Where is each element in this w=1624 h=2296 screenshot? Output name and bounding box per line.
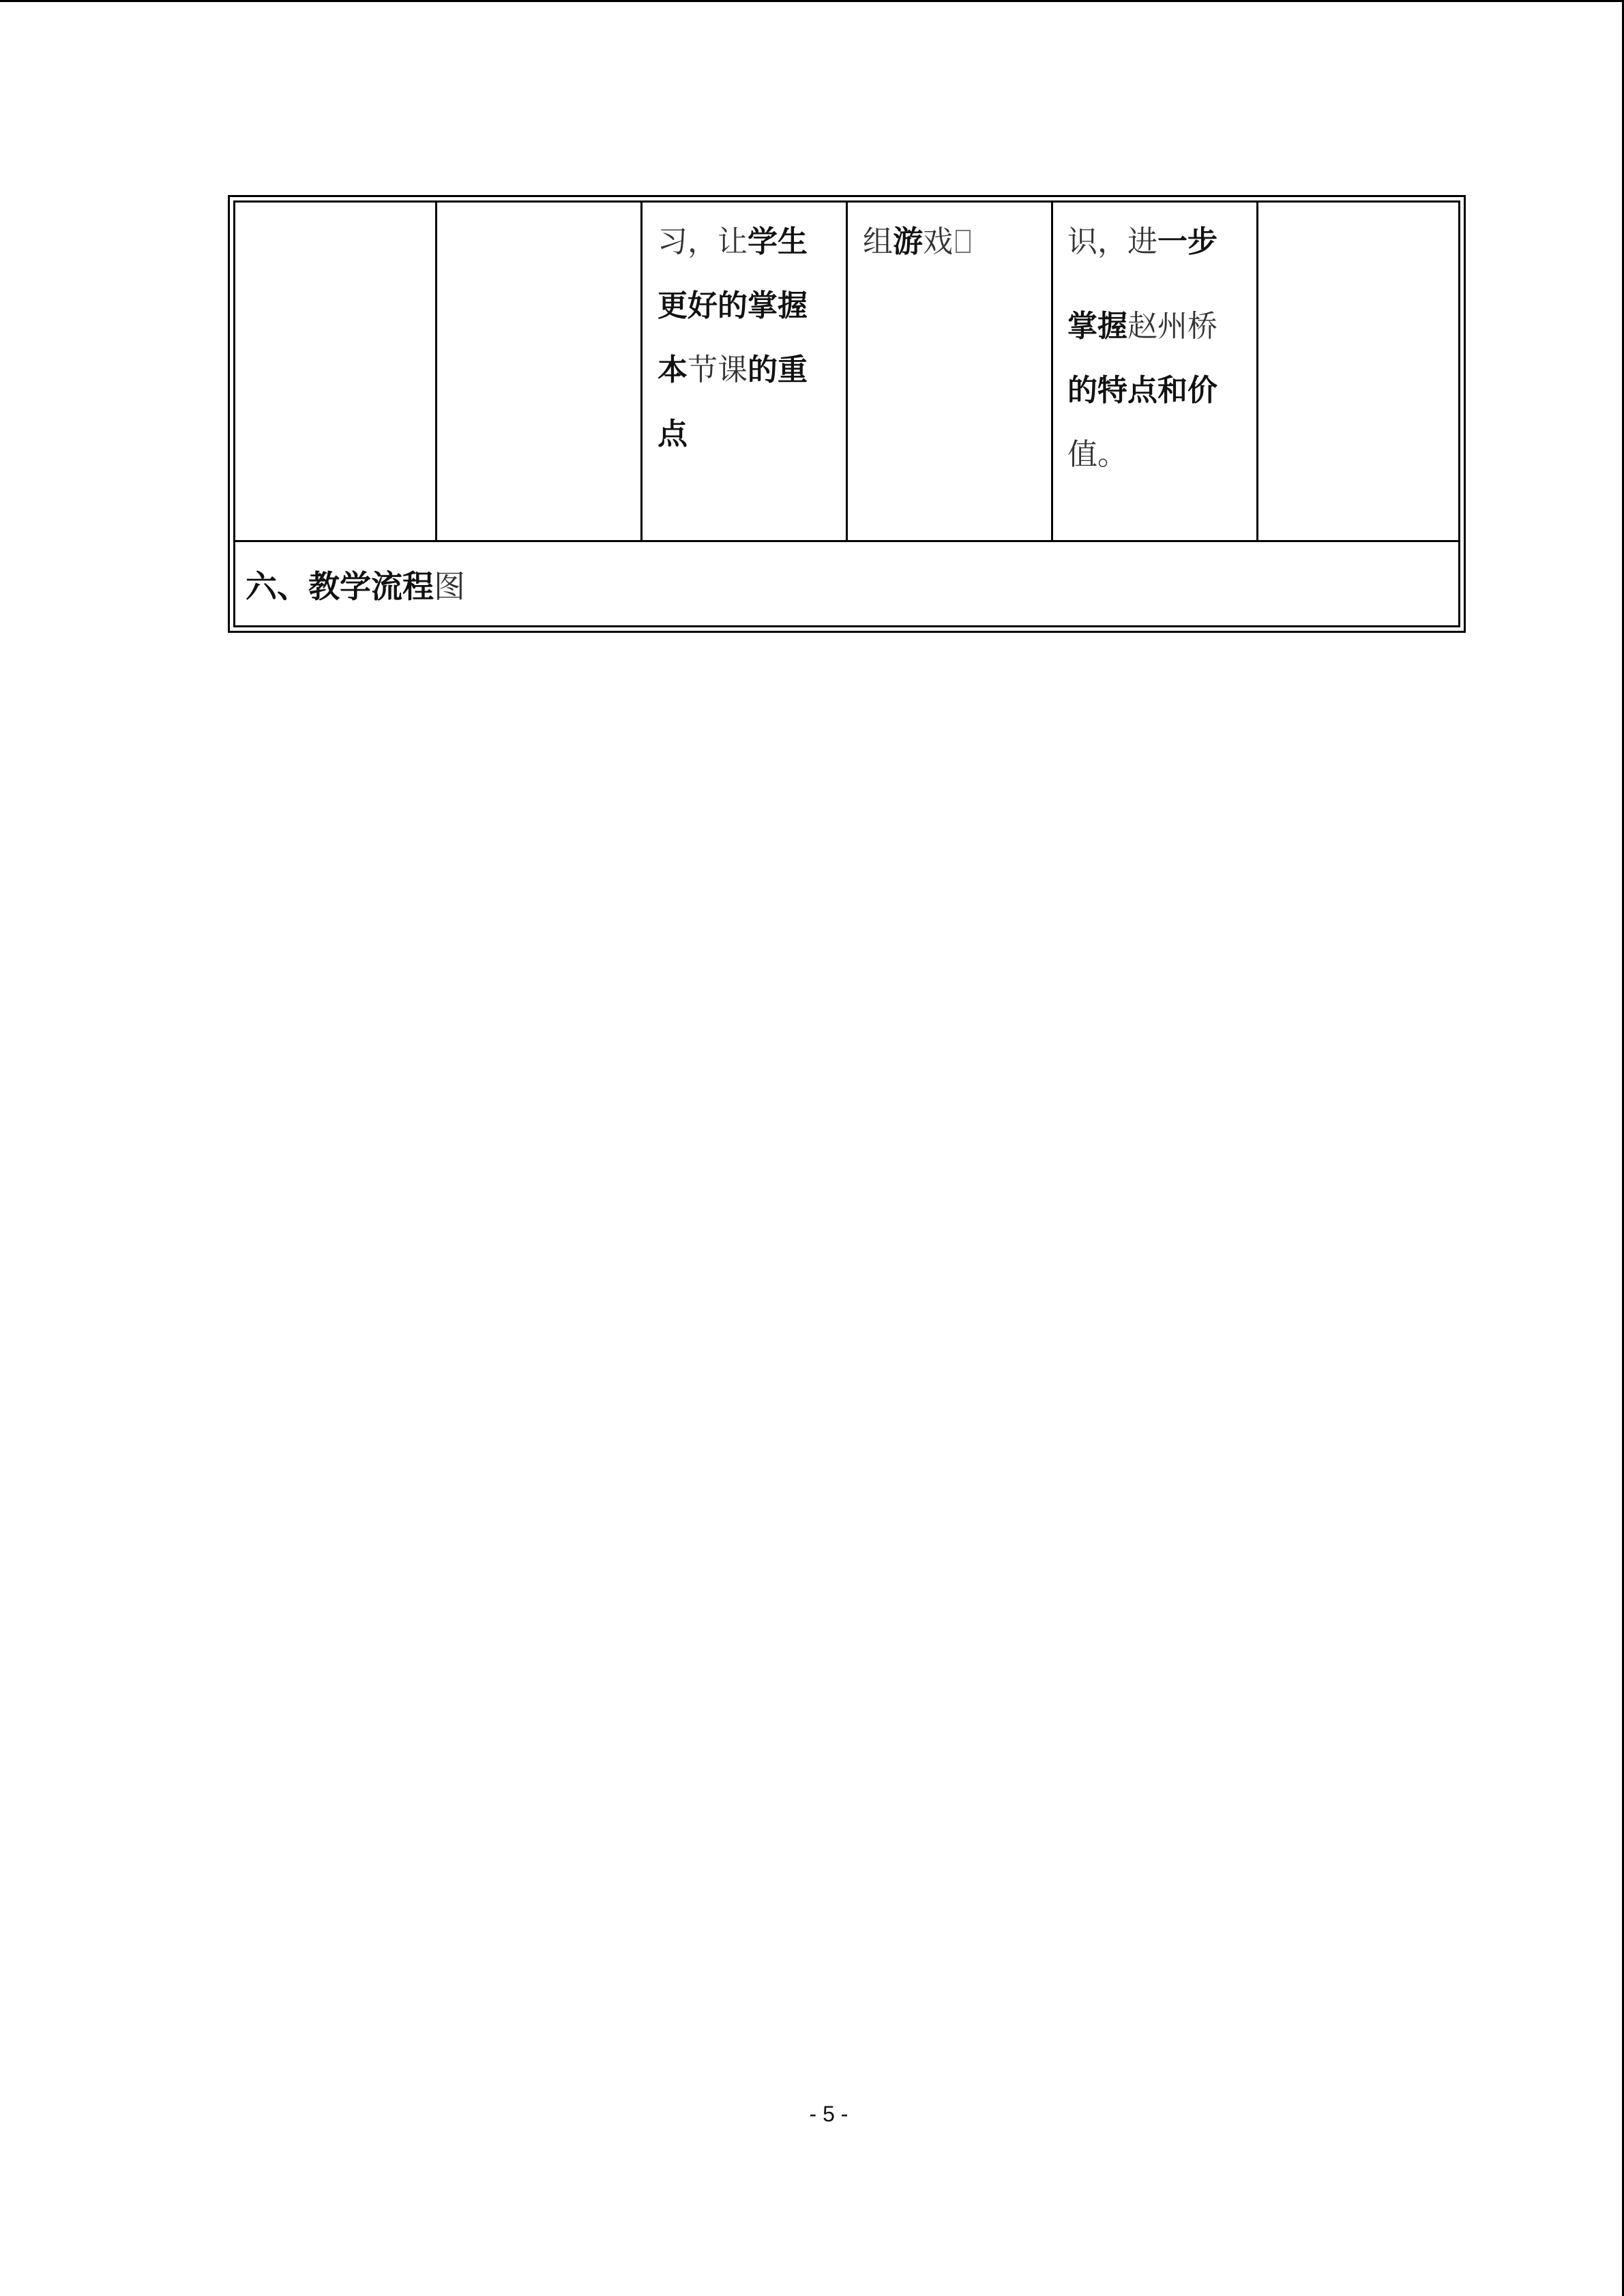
cell-line: 本节课的重 — [658, 353, 808, 387]
row-divider — [233, 540, 1460, 542]
cell-line: 识，进一步 — [1067, 224, 1217, 259]
cell-line: 掌握赵州桥 — [1067, 309, 1217, 344]
cell-line: 的特点和价 — [1067, 373, 1217, 408]
column-divider-1 — [435, 200, 437, 541]
page-number: - 5 - — [809, 2102, 848, 2126]
cell-line: 更好的掌握 — [658, 288, 808, 323]
cell-line: 点 — [658, 417, 688, 451]
cell-line: 值。 — [1067, 437, 1127, 472]
column-divider-3 — [846, 200, 848, 541]
column-divider-5 — [1256, 200, 1258, 541]
section-heading-teaching-flowchart: 六、教学流程图 — [246, 568, 465, 605]
column-divider-2 — [640, 200, 643, 541]
page-top-edge — [0, 0, 1624, 2]
column-divider-4 — [1051, 200, 1053, 541]
missing-glyph-box — [956, 230, 971, 253]
cell-line: 组游戏 — [863, 210, 971, 274]
cell-line: 习，让学生 — [658, 224, 808, 259]
